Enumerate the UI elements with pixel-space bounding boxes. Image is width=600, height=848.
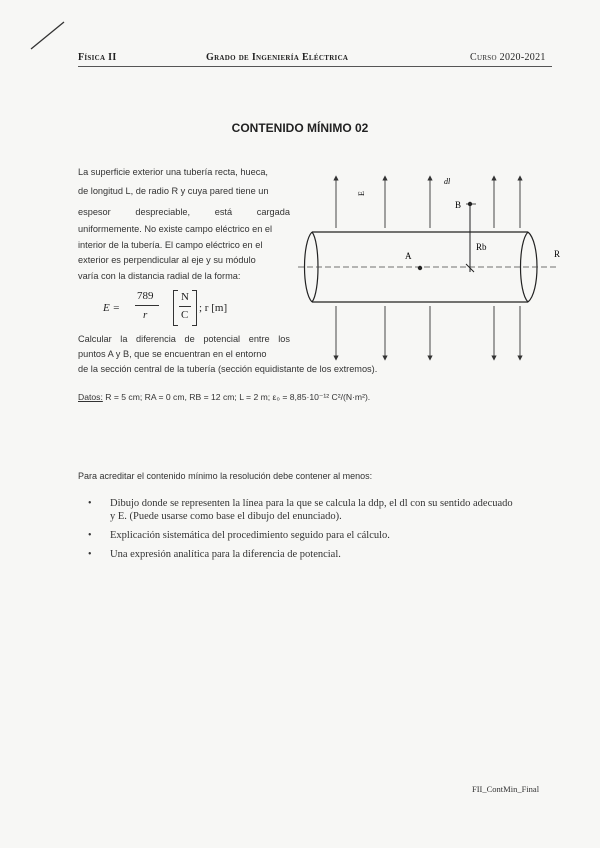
question-line: de la sección central de la tubería (sección equidistante de los extremos). xyxy=(78,364,378,374)
header-rule xyxy=(78,66,552,67)
label-a: A xyxy=(405,251,412,261)
unit-bracket-right xyxy=(192,290,197,326)
requirements-intro: Para acreditar el contenido mínimo la resolución debe contener al menos: xyxy=(78,471,373,481)
list-item xyxy=(88,497,518,523)
statement-line: varía con la distancia radial de la forma: xyxy=(78,270,241,281)
label-rb: Rb xyxy=(476,242,487,252)
field-formula xyxy=(103,290,273,330)
field-arrows-up xyxy=(336,178,520,228)
footer-code: FII_ContMin_Final xyxy=(472,784,540,794)
data-label: Datos: xyxy=(78,392,103,402)
list-item xyxy=(88,529,518,542)
statement-line: La superficie exterior una tubería recta, hueca, xyxy=(78,167,268,177)
data-row xyxy=(78,392,370,403)
formula-unit-den: C xyxy=(181,309,189,321)
header-subject: Física II xyxy=(78,52,117,63)
label-b: B xyxy=(455,200,462,210)
question-line: Calcular la diferencia de potencial entre los xyxy=(78,334,290,344)
formula-denominator: r xyxy=(143,309,148,321)
statement-line: exterior es perpendicular al eje y su módulo xyxy=(78,255,256,266)
list-item-text: Una expresión analítica para la diferencia de potencial. xyxy=(110,549,341,560)
bullet-icon: • xyxy=(88,498,92,509)
question xyxy=(78,332,290,362)
label-e: E xyxy=(357,191,366,196)
data-values: R = 5 cm; RA = 0 cm, RB = 12 cm; L = 2 m; ε₀ = 8,85·10⁻¹² C²/(N·m²). xyxy=(105,392,371,402)
unit-fraction-bar xyxy=(179,306,191,307)
statement-line: de longitud L, de radio R y cuya pared tiene un xyxy=(78,186,269,197)
page-title: CONTENIDO MÍNIMO 02 xyxy=(231,121,369,135)
question-line: puntos A y B, que se encuentran en el entorno xyxy=(78,349,267,359)
label-r: R xyxy=(554,249,561,259)
requirements-list xyxy=(88,497,518,567)
formula-lhs: E = xyxy=(103,302,120,314)
problem-statement-cont xyxy=(78,222,290,284)
statement-line: interior de la tubería. El campo eléctrico en el xyxy=(78,239,263,250)
list-item-text: Explicación sistemática del procedimiento seguido para el cálculo. xyxy=(110,530,390,541)
problem-statement xyxy=(78,163,290,223)
field-arrows-down xyxy=(336,306,520,358)
header-degree: Grado de Ingeniería Eléctrica xyxy=(206,52,349,63)
label-dl: dl xyxy=(444,177,451,186)
formula-unit-num: N xyxy=(181,291,189,303)
list-item xyxy=(88,548,518,561)
unit-bracket-left xyxy=(173,290,178,326)
formula-fraction-bar xyxy=(135,305,159,306)
bullet-icon: • xyxy=(88,549,92,560)
bullet-icon: • xyxy=(88,530,92,541)
point-a xyxy=(418,266,422,270)
list-item-text: Dibujo donde se representen la línea para la que se calcula la ddp, el dl con su sentido adecuado y E. (Puede usarse como base el dibujo del enunciado). xyxy=(110,498,513,522)
header-course: Curso 2020-2021 xyxy=(470,52,546,63)
statement-line: espesor despreciable, está cargada xyxy=(78,207,290,218)
pipe-diagram xyxy=(298,168,600,378)
statement-line: uniformemente. No existe campo eléctrico en el xyxy=(78,224,273,234)
pen-mark xyxy=(28,18,68,52)
formula-rest: ; r [m] xyxy=(199,302,228,314)
formula-numerator: 789 xyxy=(137,290,154,302)
